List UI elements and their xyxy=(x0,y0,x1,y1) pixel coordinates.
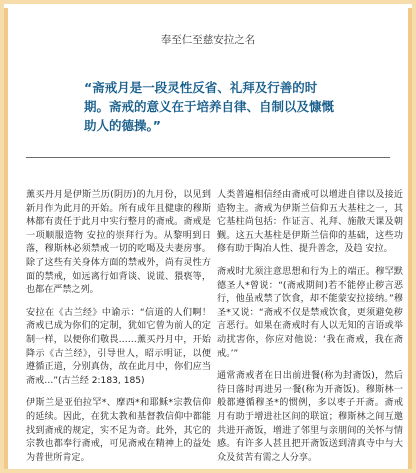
left-paragraph-1: 薰买丹月是伊斯兰历(阴历)的九月份，以见到新月作为此月的开始。所有成年且健康的穆斯林都有责任于此月中实行整月的斋戒。斋戒是一项顺服造物 安拉的崇拜行为。从黎明到日落，穆斯林必须禁戒一切的吃喝及夫妻房事。除了这些有关身体方面的禁戒外，尚有灵性方面的禁戒，如远离行如背谈、说谎、猥亵等，也都在严禁之列。 xyxy=(26,190,211,296)
left-paragraph-2: 安拉在《古兰经》中谕示：“信道的人们啊！斋戒已成为你们的定制，犹如它曾为前人的定制一样，以便你们敬畏……薰买丹月中，开始降示《古兰经》，引导世人，昭示明证，以便遵循正道，分别真伪，故在此月中，你们应当斋戒…”(古兰经 2:183, 185) xyxy=(26,307,211,386)
pull-quote: “斋戒月是一段灵性反省、礼拜及行善的时期。斋戒的意义在于培养自律、自制以及慷慨助人的德操。” xyxy=(84,80,335,133)
left-column xyxy=(26,189,211,469)
section-divider xyxy=(26,157,390,158)
right-column xyxy=(217,189,403,469)
right-border xyxy=(408,8,412,469)
right-paragraph-3: 通常斋戒者在日出前进餐(称为封斋饭)，然后待日落时再进另一餐(称为开斋饭)。穆斯林一般都遵循穆圣*的惯例，多以枣子开斋。斋戒月有助于增进社区间的联谊；穆斯林之间互邀共进开斋饭，增进了邻里与亲朋间的关怀与情感。有许多人甚且把开斋饭送到清真寺中与大众及贫苦有需之人分享。 xyxy=(217,371,403,463)
page-header: 奉至仁至慈安拉之名 xyxy=(160,34,256,46)
page-frame xyxy=(4,4,412,469)
left-border xyxy=(4,8,8,469)
right-paragraph-2: 斋戒时尤须注意思想和行为上的端正。穆罕默德圣人*曾说：“(斋戒期间)若不能停止秽言恶行，他虽戒禁了饮食，却不能蒙安拉接纳。”穆圣*又说：“斋戒不仅是禁戒饮食，更须避免秽言恶行。如果在斋戒时有人以无知的言语或举动扰害你，你应对他说：‘我在斋戒，我在斋戒。’” xyxy=(217,266,403,359)
right-paragraph-1: 人类普遍相信经由斋戒可以增进自律以及接近造物主。斋戒为伊斯兰信仰五大基柱之一，其它基柱尚包括：作证言、礼拜、施散天课及朝觐。这五大基柱是伊斯兰信仰的基础，这些功修有助于陶冶人性、提升善念，及趋 安拉。 xyxy=(217,190,403,255)
left-paragraph-3: 伊斯兰是亚伯拉罕*、摩西*和耶稣*宗教信仰的延续。因此，在犹太教和基督教信仰中都能找到斋戒的规定，实不足为奇。此外，其它的宗教也都奉行斋戒，可见斋戒在精神上的益处为普世所肯定。 xyxy=(26,398,211,463)
